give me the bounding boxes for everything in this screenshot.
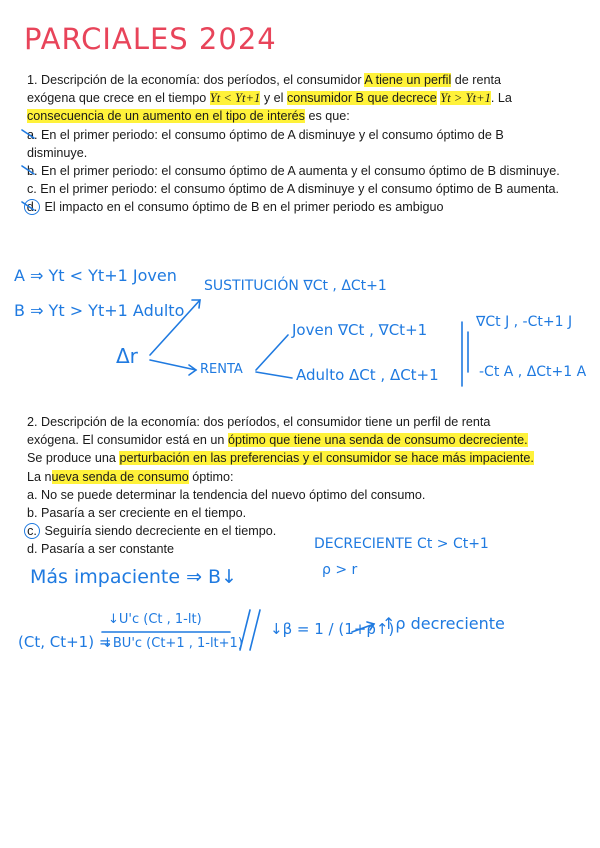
q2-text: exógena. El consumidor está en un (27, 433, 228, 448)
q1-text: exógena que crece en el tiempo (27, 91, 210, 106)
q2-option-b: b. Pasaría a ser creciente en el tiempo. (27, 506, 247, 521)
note-decreciente: DECRECIENTE Ct > Ct+1 (314, 536, 489, 552)
note-frac-denominator: ↓BU'c (Ct+1 , 1-lt+1) (102, 636, 243, 651)
option-letter: c. (27, 182, 37, 197)
q2-highlight: ueva senda de consumo (51, 469, 189, 484)
q1-text: . La (490, 91, 512, 106)
q2-text: Se produce una (27, 451, 120, 466)
q2-highlight: óptimo que tiene una senda de consumo decreciente. (227, 433, 528, 448)
note-beta: ↓β = 1 / (1+ρ↑) (270, 620, 395, 638)
q1-highlight: consecuencia de un aumento en el tipo de interés (27, 109, 305, 124)
note-delta-r: Δr (116, 344, 138, 368)
q2-option-a: a. No se puede determinar la tendencia del nuevo óptimo del consumo. (27, 487, 426, 502)
circled-answer: d. (24, 199, 40, 215)
q2-highlight: perturbación en las preferencias y el consumidor se hace más impaciente. (119, 451, 534, 466)
note-a-joven: A ⇒ Yt < Yt+1 Joven (14, 266, 177, 285)
note-frac-numerator: ↓U'c (Ct , 1-lt) (108, 612, 202, 627)
note-rho-r: ρ > r (322, 562, 358, 578)
slash-mark (250, 610, 260, 650)
note-adulto: Adulto ΔCt , ΔCt+1 (296, 366, 439, 384)
page-title: PARCIALES 2024 (24, 22, 277, 56)
q1-text: de renta (451, 73, 501, 87)
option-text: Seguiría siendo decreciente en el tiempo. (41, 524, 277, 539)
option-text: El impacto en el consumo óptimo de B en el primer periodo es ambiguo (41, 200, 444, 215)
q1-formula: Yt < Yt+1 (209, 91, 261, 106)
note-frac-left: (Ct, Ct+1) = (18, 633, 112, 651)
note-impaciente: Más impaciente ⇒ B↓ (30, 566, 238, 588)
arrow-line (256, 335, 288, 370)
q1-highlight: A tiene un perfil (364, 73, 452, 87)
arrow-line (150, 300, 200, 355)
q2-text: óptimo: (188, 469, 234, 484)
q1-text: 1. Descripción de la economía: dos períodos, el consumidor (27, 73, 365, 87)
q1-text: es que: (304, 109, 350, 124)
note-rho-decreciente: ↑ρ decreciente (382, 614, 505, 633)
q1-highlight: consumidor B que decrece (286, 91, 437, 106)
option-text: En el primer periodo: el consumo óptimo de A disminuye y el consumo óptimo de B aumenta. (36, 182, 560, 197)
note-sustitucion: SUSTITUCIÓN ∇Ct , ΔCt+1 (204, 278, 387, 294)
note-result-adulto: -Ct A , ΔCt+1 A (479, 364, 587, 380)
option-letter: a. (27, 127, 38, 142)
strike-mark (22, 130, 34, 138)
option-text: En el primer periodo: el consumo óptimo de A disminuye y el consumo óptimo de B disminuye. (27, 127, 504, 160)
note-renta: RENTA (200, 362, 243, 377)
arrow-line (256, 372, 292, 378)
option-text: En el primer periodo: el consumo óptimo de A aumenta y el consumo óptimo de B disminuye. (37, 164, 560, 179)
note-joven: Joven ∇Ct , ∇Ct+1 (292, 321, 428, 339)
slash-mark (240, 610, 250, 650)
strike-mark (22, 166, 34, 174)
note-b-adulto: B ⇒ Yt > Yt+1 Adulto (14, 301, 185, 320)
note-result-joven: ∇Ct J , -Ct+1 J (476, 314, 573, 330)
q2-text: 2. Descripción de la economía: dos períodos, el consumidor tiene un perfil de renta (27, 415, 491, 429)
q1-formula: Yt > Yt+1 (440, 91, 491, 106)
option-letter: b. (27, 164, 38, 179)
q1-text: y el (260, 91, 287, 106)
q2-text: La n (27, 469, 52, 484)
q2-option-d: d. Pasaría a ser constante (27, 542, 175, 557)
strike-mark (22, 202, 34, 210)
circled-answer: c. (24, 523, 40, 539)
